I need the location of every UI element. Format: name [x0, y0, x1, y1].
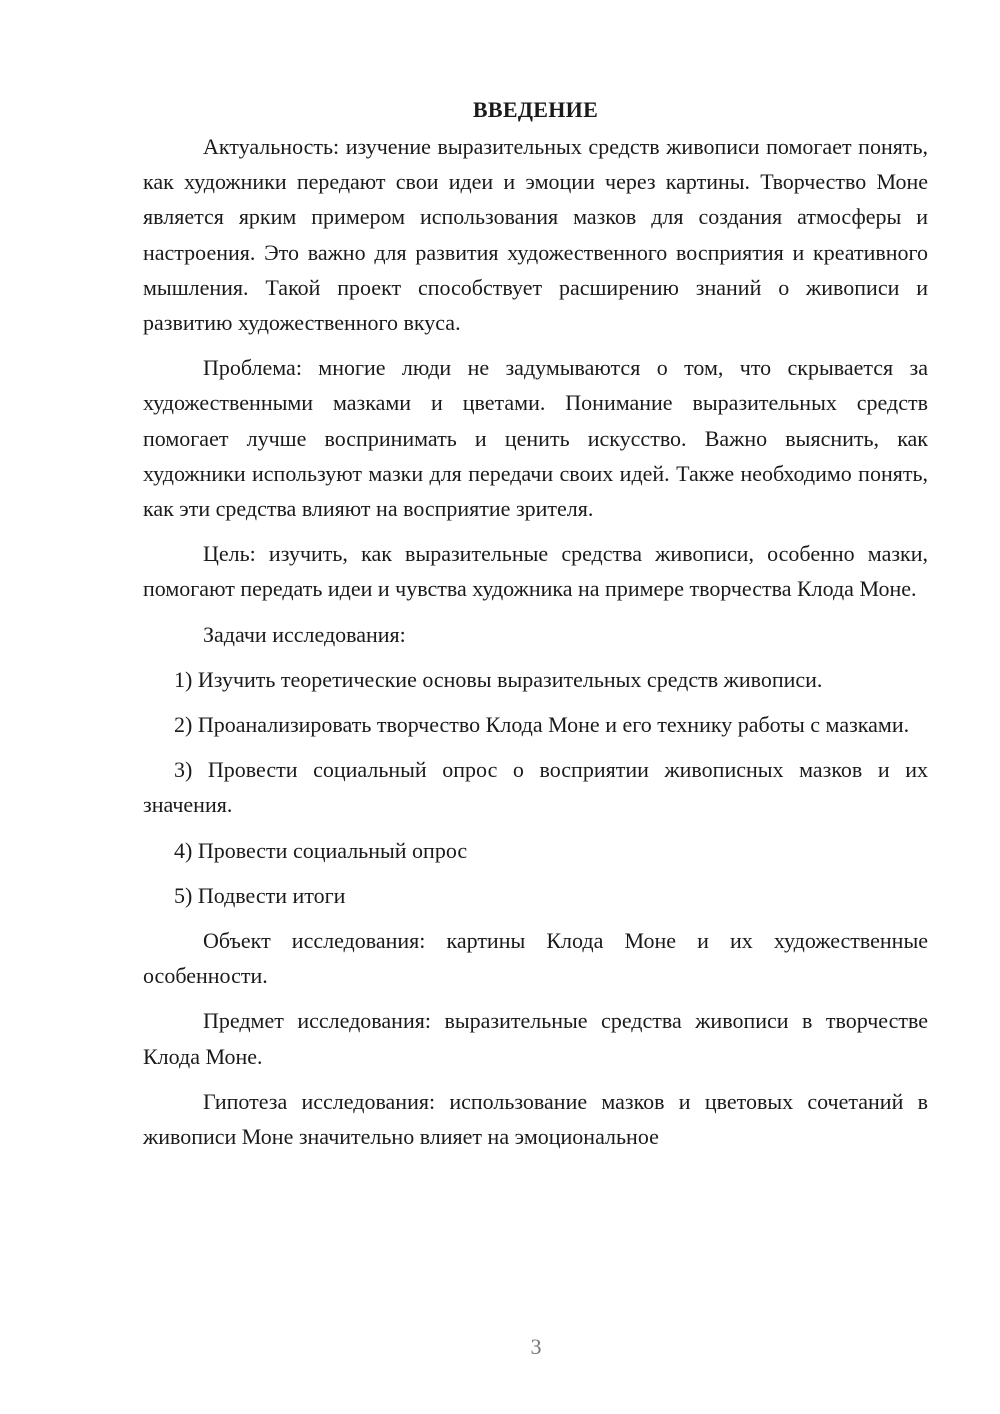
goal-paragraph: Цель: изучить, как выразительные средства живописи, особенно мазки, помогают передать идеи и чувства художника на примере творчества Клода Моне.: [143, 541, 928, 602]
task-item: 4) Провести социальный опрос: [174, 837, 468, 863]
page-body: [143, 92, 928, 1164]
problem-paragraph: Проблема: многие люди не задумываются о том, что скрывается за художественными мазками и цветами. Понимание выразительных средств помогает лучше воспринимать и ценить искусство. Важно выяснить, как художники используют мазки для передачи своих идей. Также необходимо понять, как эти средства влияют на восприятие зрителя.: [143, 355, 928, 522]
hypothesis-paragraph: Гипотеза исследования: использование мазков и цветовых сочетаний в живописи Моне значительно влияет на эмоциональное: [143, 1088, 928, 1150]
subject-paragraph: Предмет исследования: выразительные средства живописи в творчестве Клода Моне.: [143, 1008, 928, 1069]
section-title: ВВЕДЕНИЕ: [472, 97, 599, 122]
task-item: 1) Изучить теоретические основы выразительных средств живописи.: [174, 666, 823, 692]
relevance-paragraph: Актуальность: изучение выразительных средств живописи помогает понять, как художники передают свои идеи и эмоции через картины. Творчество Моне является ярким примером использования мазков для создания атмосферы и настроения. Это важно для развития художественного восприятия и креативного мышления. Такой проект способствует расширению знаний о живописи и развитию художественного вкуса.: [143, 134, 928, 336]
task-item: 5) Подвести итоги: [174, 882, 346, 908]
task-item: 3) Провести социальный опрос о восприятии живописных мазков и их значения.: [143, 757, 928, 818]
object-paragraph: Объект исследования: картины Клода Моне и их художественные особенности.: [143, 928, 928, 989]
page-number: 3: [530, 1334, 542, 1359]
tasks-heading: Задачи исследования:: [203, 621, 406, 647]
task-item: 2) Проанализировать творчество Клода Моне и его технику работы с мазками.: [174, 712, 910, 738]
